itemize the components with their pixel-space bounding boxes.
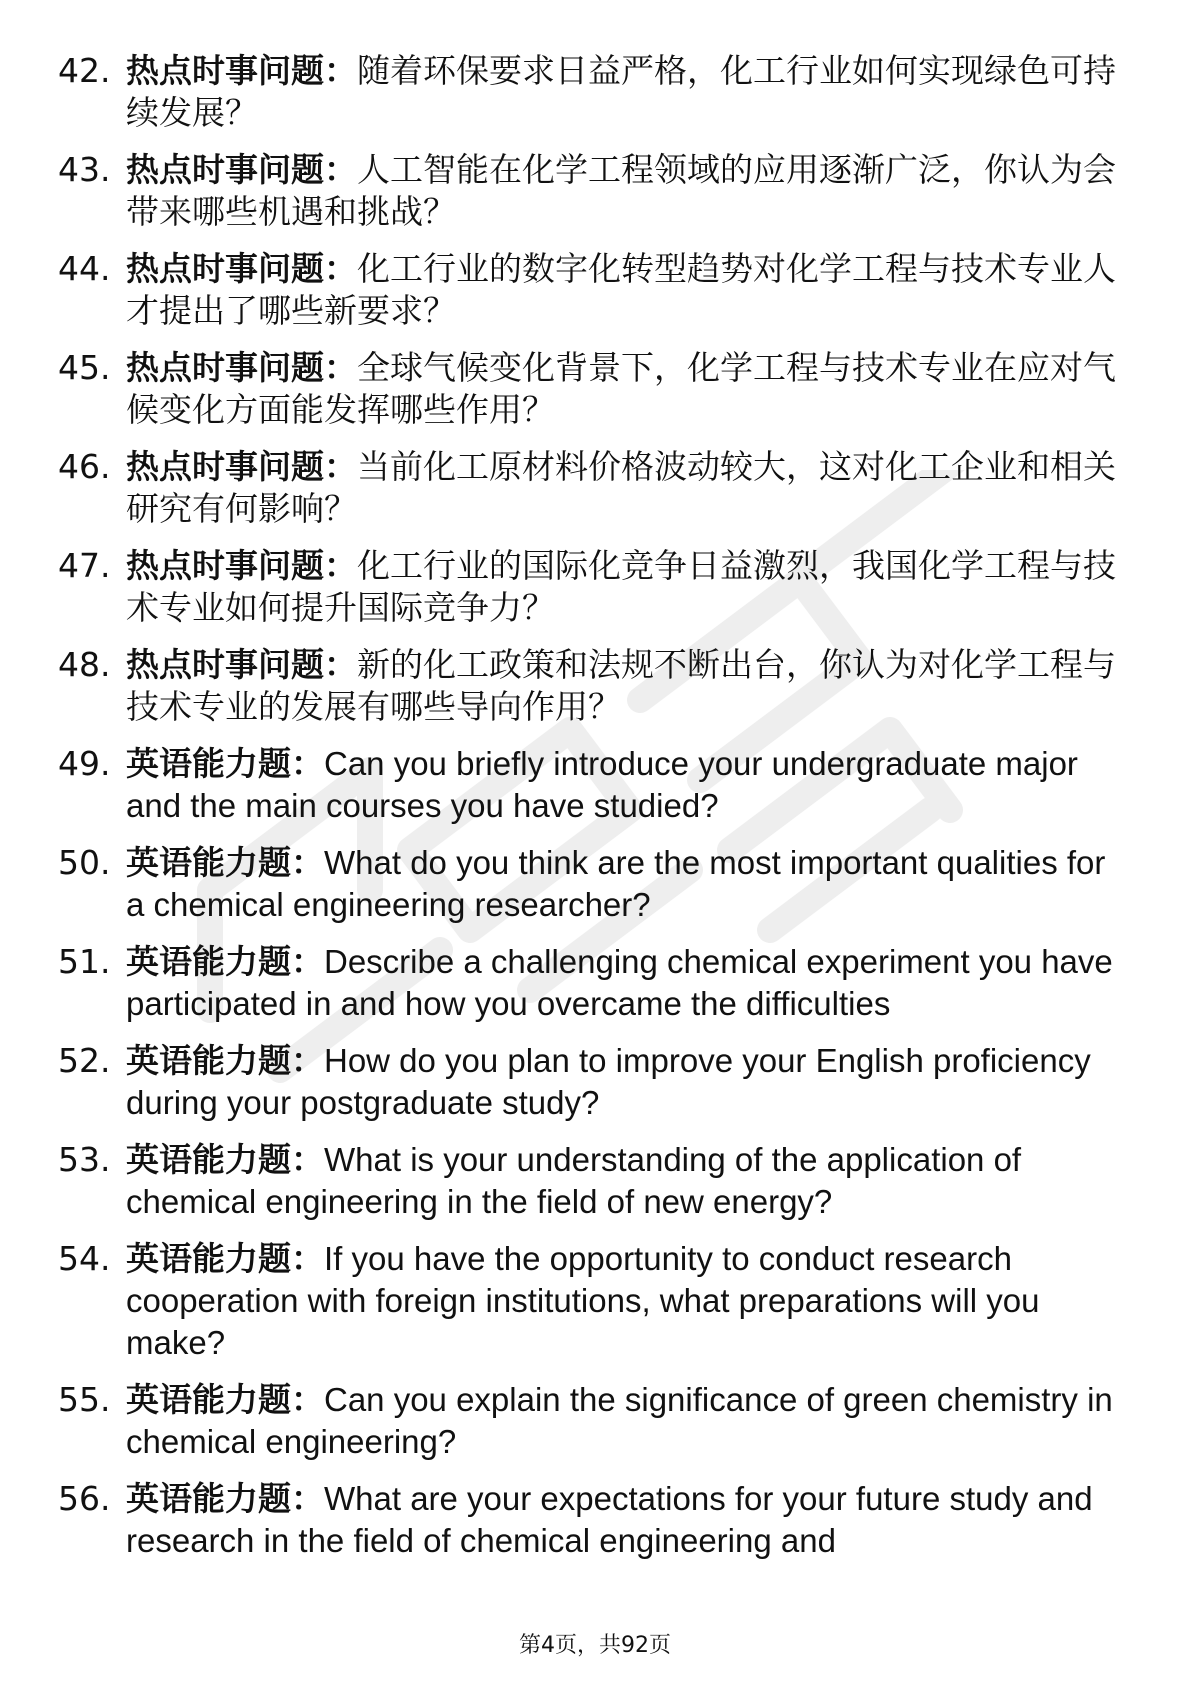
question-number: 43.	[58, 150, 111, 189]
question-text: What do you think are the most important qualities for a chemical engineering researcher?	[126, 844, 1106, 923]
question-category: 英语能力题：	[126, 744, 324, 783]
question-number: 52.	[58, 1041, 111, 1080]
question-number: 53.	[58, 1140, 111, 1179]
question-category: 英语能力题：	[126, 1041, 324, 1080]
question-item	[58, 248, 1128, 332]
question-category: 热点时事问题：	[126, 447, 357, 486]
question-category: 热点时事问题：	[126, 348, 357, 387]
page-number: 第4页，共92页	[519, 1633, 671, 1658]
question-number: 50.	[58, 843, 111, 882]
question-item	[58, 1478, 1128, 1562]
question-category: 热点时事问题：	[126, 249, 357, 288]
question-category: 英语能力题：	[126, 843, 324, 882]
question-text: If you have the opportunity to conduct research cooperation with foreign institutions, what preparations will you make?	[126, 1240, 1040, 1361]
question-category: 热点时事问题：	[126, 645, 357, 684]
question-number: 56.	[58, 1479, 111, 1518]
question-category: 英语能力题：	[126, 1140, 324, 1179]
question-item	[58, 1139, 1128, 1223]
question-item	[58, 347, 1128, 431]
question-text: Can you briefly introduce your undergraduate major and the main courses you have studied?	[126, 745, 1078, 824]
question-item	[58, 941, 1128, 1025]
question-item	[58, 842, 1128, 926]
question-text: 人工智能在化学工程领域的应用逐渐广泛，你认为会带来哪些机遇和挑战？	[126, 150, 1116, 231]
question-category: 英语能力题：	[126, 1479, 324, 1518]
question-text: Describe a challenging chemical experiment you have participated in and how you overcame the difficulties	[126, 943, 1113, 1022]
question-text: 化工行业的国际化竞争日益激烈，我国化学工程与技术专业如何提升国际竞争力？	[126, 546, 1116, 627]
question-item	[58, 1040, 1128, 1124]
question-number: 51.	[58, 942, 111, 981]
question-text: What are your expectations for your future study and research in the field of chemical engineering and	[126, 1480, 1093, 1559]
question-item	[58, 149, 1128, 233]
question-item	[58, 1238, 1128, 1364]
question-number: 44.	[58, 249, 111, 288]
question-item	[58, 644, 1128, 728]
question-category: 英语能力题：	[126, 1239, 324, 1278]
question-item	[58, 446, 1128, 530]
question-number: 42.	[58, 51, 111, 90]
question-category: 热点时事问题：	[126, 150, 357, 189]
question-number: 45.	[58, 348, 111, 387]
question-number: 48.	[58, 645, 111, 684]
question-item	[58, 1379, 1128, 1463]
question-number: 49.	[58, 744, 111, 783]
question-category: 英语能力题：	[126, 1380, 324, 1419]
question-item	[58, 50, 1128, 134]
question-text: Can you explain the significance of green chemistry in chemical engineering?	[126, 1381, 1113, 1460]
question-text: How do you plan to improve your English proficiency during your postgraduate study?	[126, 1042, 1091, 1121]
question-number: 46.	[58, 447, 111, 486]
question-text: 全球气候变化背景下，化学工程与技术专业在应对气候变化方面能发挥哪些作用？	[126, 348, 1116, 429]
question-text: 新的化工政策和法规不断出台，你认为对化学工程与技术专业的发展有哪些导向作用？	[126, 645, 1116, 726]
question-list	[58, 50, 1128, 1577]
question-category: 热点时事问题：	[126, 51, 357, 90]
question-number: 55.	[58, 1380, 111, 1419]
question-item	[58, 545, 1128, 629]
question-number: 54.	[58, 1239, 111, 1278]
question-text: 当前化工原材料价格波动较大，这对化工企业和相关研究有何影响？	[126, 447, 1116, 528]
question-text: 随着环保要求日益严格，化工行业如何实现绿色可持续发展？	[126, 51, 1116, 132]
question-text: What is your understanding of the application of chemical engineering in the field of new energy?	[126, 1141, 1022, 1220]
question-item	[58, 743, 1128, 827]
question-text: 化工行业的数字化转型趋势对化学工程与技术专业人才提出了哪些新要求？	[126, 249, 1116, 330]
question-number: 47.	[58, 546, 111, 585]
question-category: 英语能力题：	[126, 942, 324, 981]
question-category: 热点时事问题：	[126, 546, 357, 585]
